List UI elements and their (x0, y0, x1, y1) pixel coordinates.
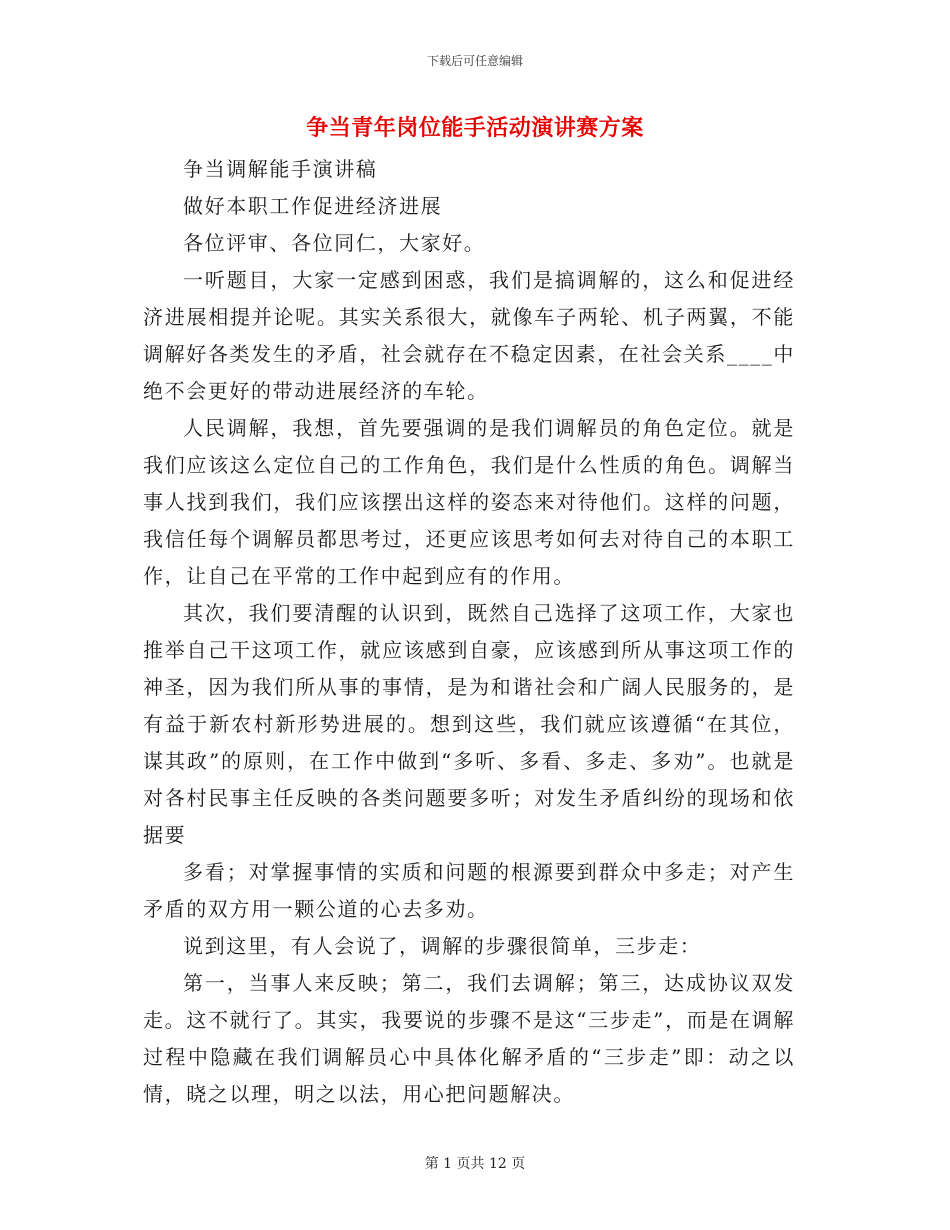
document-title: 争当青年岗位能手活动演讲赛方案 (306, 115, 644, 141)
paragraph: 第一，当事人来反映；第二，我们去调解；第三，达成协议双发走。这不就行了。其实，我要说的步骤不是这“三步走”，而是在调解过程中隐藏在我们调解员心中具体化解矛盾的“三步走”即：动之以情，晓之以理，明之以法，用心把问题解决。 (143, 971, 795, 1106)
paragraph: 多看；对掌握事情的实质和问题的根源要到群众中多走；对产生矛盾的双方用一颗公道的心去多劝。 (143, 860, 795, 921)
paragraph: 做好本职工作促进经济进展 (183, 194, 443, 218)
paragraph: 其次，我们要清醒的认识到，既然自己选择了这项工作，大家也推举自己干这项工作，就应该感到自豪，应该感到所从事这项工作的神圣，因为我们所从事的事情，是为和谐社会和广阔人民服务的，是有益于新农村新形势进展的。想到这些，我们就应该遵循“在其位，谋其政”的原则，在工作中做到“多听、多看、多走、多劝”。也就是对各村民事主任反映的各类问题要多听；对发生矛盾纠纷的现场和依据要 (143, 601, 795, 847)
page-number: 第 1 页共 12 页 (424, 1156, 526, 1172)
paragraph: 人民调解，我想，首先要强调的是我们调解员的角色定位。就是我们应该这么定位自己的工作角色，我们是什么性质的角色。调解当事人找到我们，我们应该摆出这样的姿态来对待他们。这样的问题，我信任每个调解员都思考过，还更应该思考如何去对待自己的本职工作，让自己在平常的工作中起到应有的作用。 (143, 416, 795, 588)
document-body (143, 151, 795, 1113)
paragraph: 各位评审、各位同仁，大家好。 (183, 231, 486, 255)
paragraph: 一听题目，大家一定感到困惑，我们是搞调解的，这么和促进经济进展相提并论呢。其实关系很大，就像车子两轮、机子两翼，不能调解好各类发生的矛盾，社会就存在不稳定因素，在社会关系____中绝不会更好的带动进展经济的车轮。 (143, 268, 795, 403)
page-header: 下载后可任意编辑 (426, 54, 523, 68)
paragraph: 说到这里，有人会说了，调解的步骤很简单，三步走： (183, 934, 702, 958)
paragraph: 争当调解能手演讲稿 (183, 157, 378, 181)
